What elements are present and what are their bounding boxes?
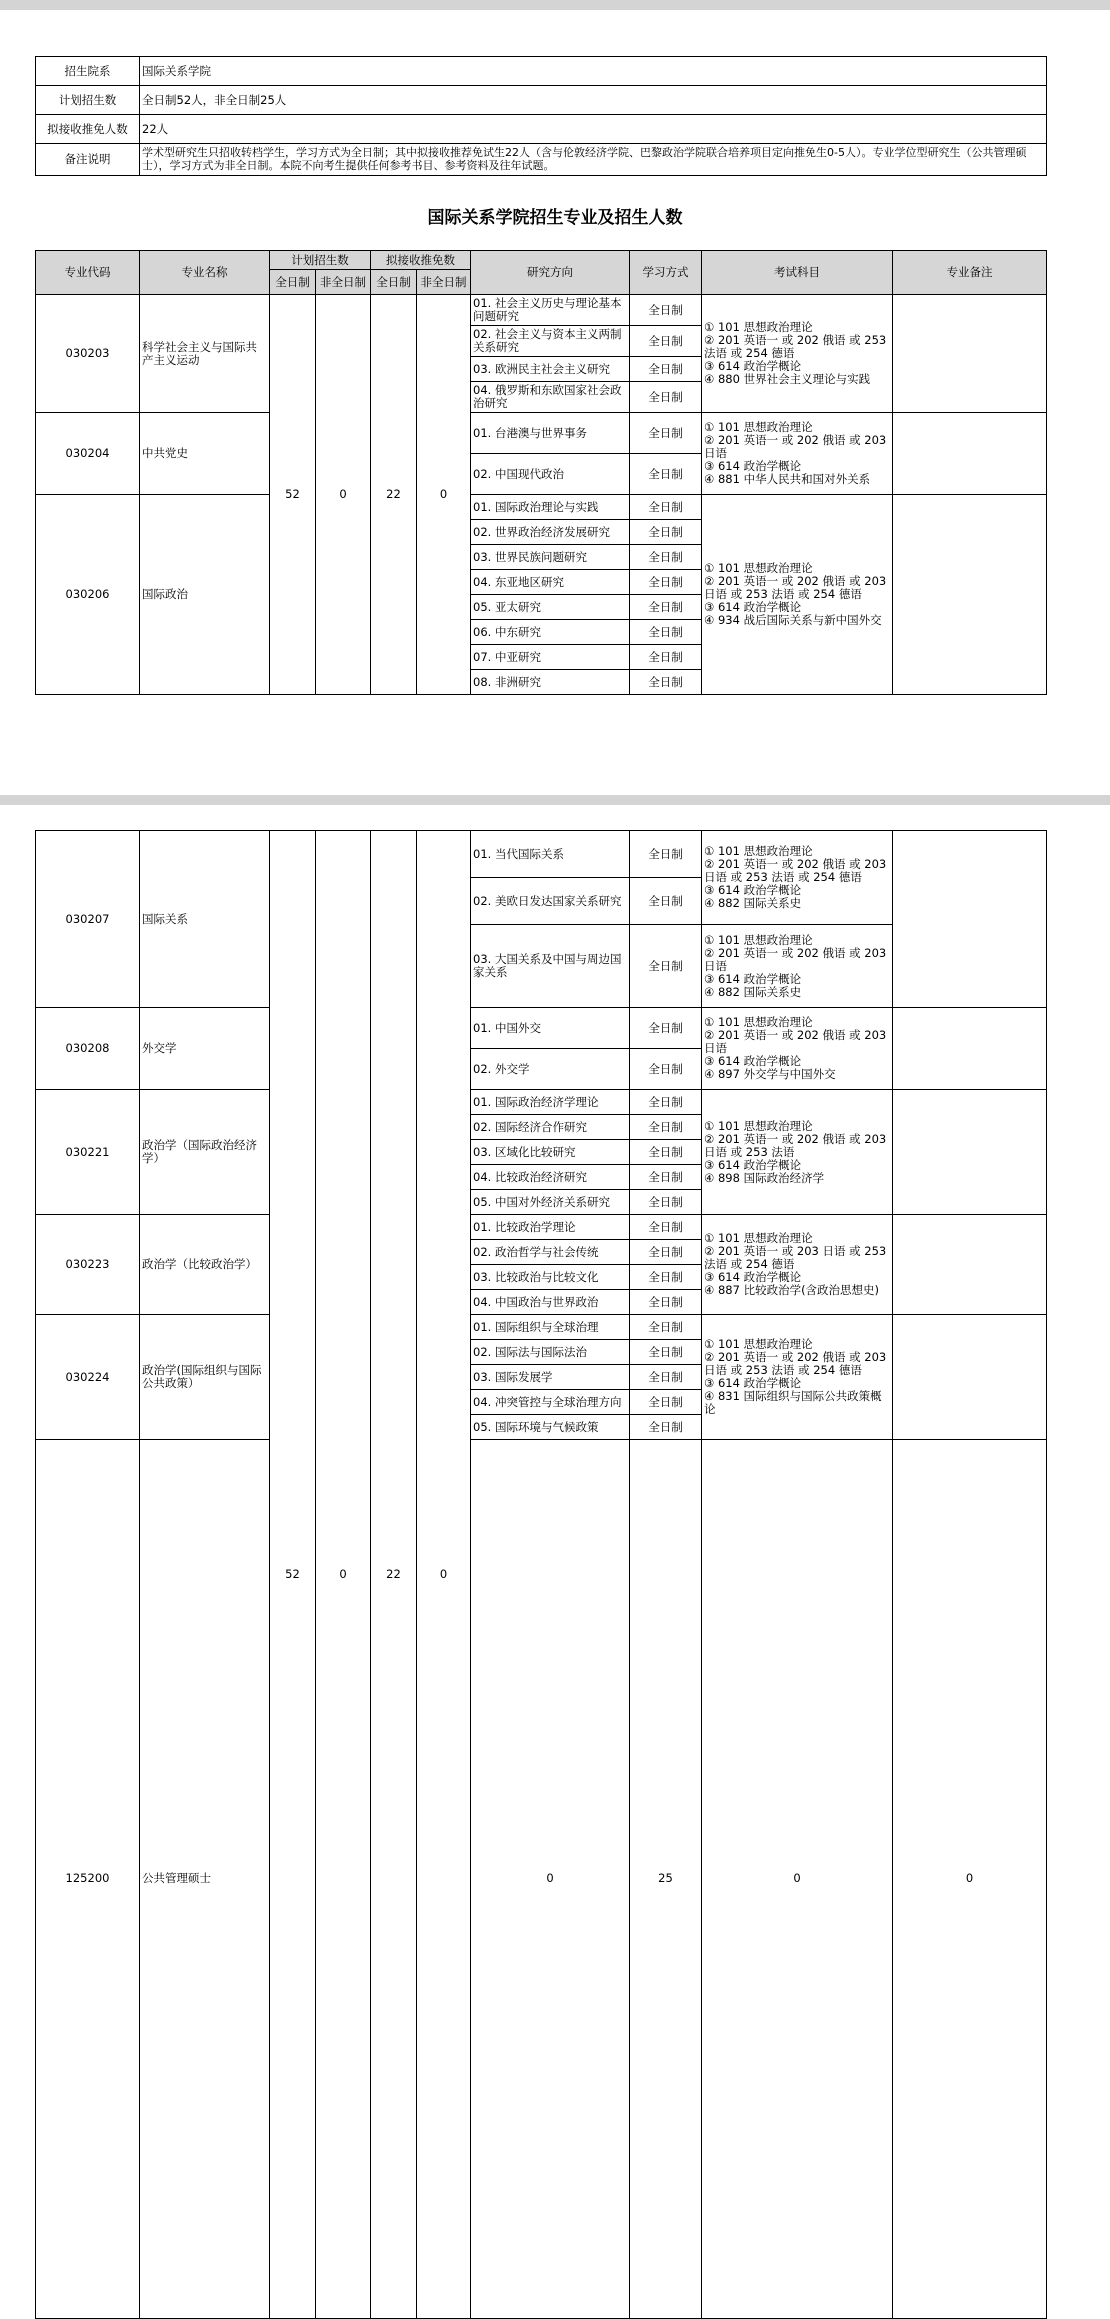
study-mode: 全日制 <box>630 645 702 670</box>
exam-subjects: ① 101 思想政治理论 ② 201 英语一 或 202 俄语 或 203 日语 或 253 法语 或 254 德语 ③ 614 政治学概论 ④ 934 战后国际关系与新中国外交 <box>702 495 893 695</box>
major-code: 030207 <box>36 831 140 1008</box>
major-name: 政治学（国际政治经济学） <box>140 1090 270 1215</box>
direction: 04. 比较政治经济研究 <box>471 1165 630 1190</box>
info-label: 拟接收推免人数 <box>36 115 140 144</box>
study-mode: 全日制 <box>630 925 702 1008</box>
info-label: 备注说明 <box>36 144 140 176</box>
major-code: 030208 <box>36 1008 140 1090</box>
major-name: 科学社会主义与国际共产主义运动 <box>140 295 270 413</box>
direction: 01. 社会主义历史与理论基本问题研究 <box>471 295 630 326</box>
direction: 02. 中国现代政治 <box>471 454 630 495</box>
plan-ft-count: 0 <box>471 1440 630 2319</box>
major-name: 政治学(国际组织与国际公共政策） <box>140 1315 270 1440</box>
major-remark <box>893 1008 1047 1090</box>
plan-ft-count: 52 <box>270 295 316 695</box>
info-value: 22人 <box>140 115 1047 144</box>
major-code: 125200 <box>36 1440 140 2319</box>
direction: 03. 欧洲民主社会主义研究 <box>471 357 630 382</box>
study-mode: 全日制 <box>630 1190 702 1215</box>
header-exam: 考试科目 <box>702 251 893 295</box>
page-title: 国际关系学院招生专业及招生人数 <box>427 208 683 228</box>
major-code: 030223 <box>36 1215 140 1315</box>
study-mode: 全日制 <box>630 670 702 695</box>
exam-subjects: ① 101 思想政治理论 ② 201 英语一 或 202 俄语 或 203 日语 或 253 法语 或 254 德语 ③ 614 政治学概论 ④ 831 国际组织与国际公共政策概论 <box>702 1315 893 1440</box>
major-remark <box>893 495 1047 695</box>
major-name: 中共党史 <box>140 413 270 495</box>
study-mode: 全日制 <box>630 570 702 595</box>
study-mode: 全日制 <box>630 1215 702 1240</box>
study-mode: 全日制 <box>630 413 702 454</box>
exam-subjects: ① 101 思想政治理论 ② 201 英语一 或 202 俄语 或 203 日语 或 253 法语 ③ 614 政治学概论 ④ 898 国际政治经济学 <box>702 1090 893 1215</box>
exam-subjects: ① 101 思想政治理论 ② 201 英语一 或 202 俄语 或 203 日语 ③ 614 政治学概论 ④ 897 外交学与中国外交 <box>702 1008 893 1090</box>
study-mode: 全日制 <box>630 1008 702 1049</box>
header-remark: 专业备注 <box>893 251 1047 295</box>
exam-subjects: ① 101 思想政治理论 ② 201 英语一 或 202 俄语 或 203 日语 ③ 614 政治学概论 ④ 882 国际关系史 <box>702 925 893 1008</box>
study-mode: 全日制 <box>630 545 702 570</box>
major-code: 030204 <box>36 413 140 495</box>
plan-pt-count: 25 <box>630 1440 702 2319</box>
header-row <box>36 251 1047 270</box>
major-remark <box>893 1215 1047 1315</box>
study-mode: 全日制 <box>630 1049 702 1090</box>
direction: 02. 美欧日发达国家关系研究 <box>471 878 630 925</box>
direction: 02. 世界政治经济发展研究 <box>471 520 630 545</box>
header-rec-pt: 非全日制 <box>417 270 471 295</box>
direction: 01. 当代国际关系 <box>471 831 630 878</box>
info-table <box>35 56 1047 176</box>
info-row <box>36 86 1047 115</box>
major-remark <box>893 1315 1047 1440</box>
exam-subjects: ① 101 思想政治理论 ② 201 英语一 或 202 俄语 或 253 法语 或 254 德语 ③ 614 政治学概论 ④ 880 世界社会主义理论与实践 <box>702 295 893 413</box>
table-row <box>36 495 1047 520</box>
direction: 04. 中国政治与世界政治 <box>471 1290 630 1315</box>
direction: 07. 中亚研究 <box>471 645 630 670</box>
table-row <box>36 413 1047 454</box>
direction: 02. 国际经济合作研究 <box>471 1115 630 1140</box>
study-mode: 全日制 <box>630 1140 702 1165</box>
info-value: 全日制52人，非全日制25人 <box>140 86 1047 115</box>
study-mode: 全日制 <box>630 1240 702 1265</box>
table-row <box>36 1090 1047 1115</box>
info-row <box>36 57 1047 86</box>
header-plan: 计划招生数 <box>270 251 371 270</box>
exam-subjects: ① 101 思想政治理论 ② 201 英语一 或 203 日语 或 253 法语 或 254 德语 ③ 614 政治学概论 ④ 887 比较政治学(含政治思想史) <box>702 1215 893 1315</box>
study-mode: 全日制 <box>630 1165 702 1190</box>
major-code: 030221 <box>36 1090 140 1215</box>
info-value: 学术型研究生只招收转档学生，学习方式为全日制；其中拟接收推荐免试生22人（含与伦敦经济学院、巴黎政治学院联合培养项目定向推免生0-5人）。专业学位型研究生（公共管理硕士），学习方式为非全日制。本院不向考生提供任何参考书目、参考资料及往年试题。 <box>140 144 1047 176</box>
direction: 02. 国际法与国际法治 <box>471 1340 630 1365</box>
study-mode: 全日制 <box>630 831 702 878</box>
study-mode: 全日制 <box>630 620 702 645</box>
rec-pt-count: 0 <box>417 295 471 695</box>
direction: 01. 中国外交 <box>471 1008 630 1049</box>
exam-subjects: ① 101 思想政治理论 ② 201 英语一 或 202 俄语 或 203 日语 或 253 法语 或 254 德语 ③ 614 政治学概论 ④ 882 国际关系史 <box>702 831 893 925</box>
direction: 04. 俄罗斯和东欧国家社会政治研究 <box>471 382 630 413</box>
table-row <box>36 1440 1047 2319</box>
major-code: 030224 <box>36 1315 140 1440</box>
direction: 03. 大国关系及中国与周边国家关系 <box>471 925 630 1008</box>
info-label: 计划招生数 <box>36 86 140 115</box>
table-row <box>36 1215 1047 1240</box>
table-row <box>36 1008 1047 1049</box>
direction: 01. 国际政治经济学理论 <box>471 1090 630 1115</box>
direction: 08. 非洲研究 <box>471 670 630 695</box>
study-mode: 全日制 <box>630 1290 702 1315</box>
header-name: 专业名称 <box>140 251 270 295</box>
study-mode: 全日制 <box>630 1115 702 1140</box>
study-mode: 全日制 <box>630 520 702 545</box>
header-rec: 拟接收推免数 <box>371 251 471 270</box>
major-name: 国际政治 <box>140 495 270 695</box>
major-remark <box>893 1090 1047 1215</box>
study-mode: 全日制 <box>630 1340 702 1365</box>
direction: 04. 冲突管控与全球治理方向 <box>471 1390 630 1415</box>
direction: 05. 国际环境与气候政策 <box>471 1415 630 1440</box>
majors-table-1 <box>35 250 1047 695</box>
table-row <box>36 1315 1047 1340</box>
table-row <box>36 831 1047 878</box>
study-mode: 全日制 <box>630 1265 702 1290</box>
rec-ft-count: 22 <box>371 831 417 2319</box>
study-mode: 全日制 <box>630 295 702 326</box>
rec-pt-count: 0 <box>893 1440 1047 2319</box>
study-mode: 全日制 <box>630 595 702 620</box>
direction: 03. 区域化比较研究 <box>471 1140 630 1165</box>
exam-subjects: ① 101 思想政治理论 ② 201 英语一 或 202 俄语 或 203 日语 ③ 614 政治学概论 ④ 881 中华人民共和国对外关系 <box>702 413 893 495</box>
header-mode: 学习方式 <box>630 251 702 295</box>
rec-ft-count: 22 <box>371 295 417 695</box>
info-row <box>36 115 1047 144</box>
study-mode: 全日制 <box>630 1390 702 1415</box>
majors-table-2 <box>35 830 1047 2319</box>
study-mode: 全日制 <box>630 1415 702 1440</box>
study-mode: 全日制 <box>630 495 702 520</box>
major-name: 政治学（比较政治学） <box>140 1215 270 1315</box>
header-plan-pt: 非全日制 <box>316 270 371 295</box>
direction: 06. 中东研究 <box>471 620 630 645</box>
direction: 05. 亚太研究 <box>471 595 630 620</box>
plan-pt-count: 0 <box>316 295 371 695</box>
direction: 01. 国际组织与全球治理 <box>471 1315 630 1340</box>
major-remark <box>893 413 1047 495</box>
direction: 03. 世界民族问题研究 <box>471 545 630 570</box>
direction: 02. 外交学 <box>471 1049 630 1090</box>
direction: 02. 社会主义与资本主义两制关系研究 <box>471 326 630 357</box>
info-label: 招生院系 <box>36 57 140 86</box>
study-mode: 全日制 <box>630 878 702 925</box>
major-remark <box>893 831 1047 1008</box>
info-row <box>36 144 1047 176</box>
header-rec-ft: 全日制 <box>371 270 417 295</box>
direction: 01. 比较政治学理论 <box>471 1215 630 1240</box>
major-code: 030203 <box>36 295 140 413</box>
major-name: 公共管理硕士 <box>140 1440 270 2319</box>
info-value: 国际关系学院 <box>140 57 1047 86</box>
rec-pt-count: 0 <box>417 831 471 2319</box>
header-direction: 研究方向 <box>471 251 630 295</box>
plan-pt-count: 0 <box>316 831 371 2319</box>
plan-ft-count: 52 <box>270 831 316 2319</box>
direction: 05. 中国对外经济关系研究 <box>471 1190 630 1215</box>
study-mode: 全日制 <box>630 382 702 413</box>
study-mode: 全日制 <box>630 357 702 382</box>
rec-ft-count: 0 <box>702 1440 893 2319</box>
direction: 03. 国际发展学 <box>471 1365 630 1390</box>
major-code: 030206 <box>36 495 140 695</box>
page-top-band <box>0 0 1110 10</box>
study-mode: 全日制 <box>630 454 702 495</box>
header-plan-ft: 全日制 <box>270 270 316 295</box>
header-code: 专业代码 <box>36 251 140 295</box>
direction: 01. 台港澳与世界事务 <box>471 413 630 454</box>
study-mode: 全日制 <box>630 1365 702 1390</box>
direction: 03. 比较政治与比较文化 <box>471 1265 630 1290</box>
major-name: 外交学 <box>140 1008 270 1090</box>
major-name: 国际关系 <box>140 831 270 1008</box>
study-mode: 全日制 <box>630 1090 702 1115</box>
study-mode: 全日制 <box>630 1315 702 1340</box>
table-row <box>36 295 1047 326</box>
study-mode: 全日制 <box>630 326 702 357</box>
direction: 02. 政治哲学与社会传统 <box>471 1240 630 1265</box>
major-remark <box>893 295 1047 413</box>
direction: 01. 国际政治理论与实践 <box>471 495 630 520</box>
direction: 04. 东亚地区研究 <box>471 570 630 595</box>
page-separator-band <box>0 795 1110 805</box>
